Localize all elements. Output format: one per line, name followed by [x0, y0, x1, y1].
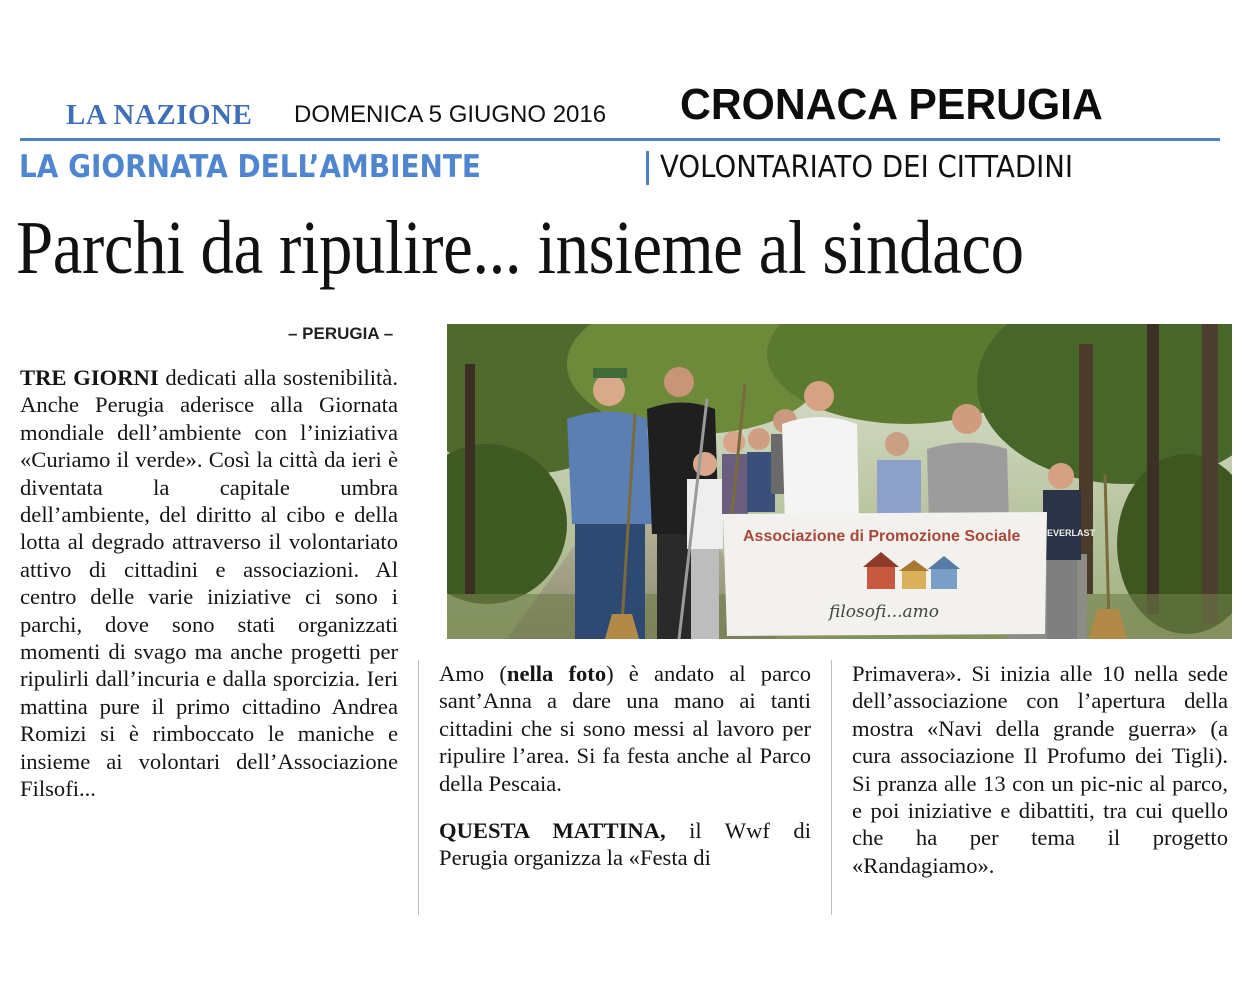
column-divider	[831, 660, 832, 915]
column-2-text: il Wwf di Perugia organizza la «Festa di	[439, 818, 811, 871]
photo-reference: nella foto	[506, 661, 607, 686]
section-rule	[20, 138, 1220, 141]
column-1-text: dedicati alla sostenibilità. Anche Perugia aderisce alla Giornata mondiale dell’ambiente con l’iniziativa «Curiamo il verde». Così la città da ieri è diventata la capitale umbra dell’ambiente, del diritto al cibo e della lotta al degrado attraverso il volontariato attivo di cittadini e associazioni. Al centro delle varie iniziative ci sono i parchi, dove sono stati organizzati momenti di svago ma anche progetti per ripulirli dall’incuria e dalla sporcizia. Ieri mattina pure il primo cittadino Andrea Romizi si è rimboccato le maniche e insieme ai volontari dell’Associazione Filsofi...	[20, 365, 398, 802]
dateline: – PERUGIA –	[288, 324, 394, 343]
banner-logo-text: filosofi...amo	[829, 602, 940, 622]
tshirt-text: EVERLAST	[1047, 528, 1096, 538]
column-divider	[418, 660, 419, 915]
article-column-2	[439, 660, 811, 872]
association-banner	[723, 512, 1096, 636]
lead-in: QUESTA MATTINA,	[439, 818, 666, 844]
kicker-subtopic: VOLONTARIATO DEI CITTADINI	[660, 150, 1074, 185]
article-column-1	[20, 364, 398, 803]
banner-text: Associazione di Promozione Sociale	[743, 528, 1021, 545]
headline: Parchi da ripulire... insieme al sindaco	[16, 206, 1024, 290]
lead-in: TRE GIORNI	[20, 365, 159, 390]
kicker-topic: LA GIORNATA DELL’AMBIENTE	[19, 149, 481, 185]
article-column-3	[852, 660, 1228, 879]
column-3-text: Primavera». Si inizia alle 10 nella sede dell’associazione con l’apertura della mostra «Navi della grande guerra» (a cura associazione Il Profumo dei Tigli). Si pranza alle 13 con un pic-nic al parco, e poi iniziative e dibattiti, tra cui quello che ha per tema il progetto «Randagiamo».	[852, 661, 1228, 878]
newspaper-name: LA NAZIONE	[66, 99, 253, 131]
column-2-text: Amo (	[439, 661, 507, 686]
column-2-text: ) è andato al parco sant’Anna a dare una mano ai tanti cittadini che si sono messi al lavoro per ripulire l’area. Si fa festa anche al Parco della Pescaia.	[439, 661, 811, 796]
kicker-separator	[646, 151, 649, 185]
section-title: CRONACA PERUGIA	[680, 80, 1103, 129]
issue-date: DOMENICA 5 GIUGNO 2016	[294, 101, 607, 128]
news-photo	[447, 324, 1232, 639]
